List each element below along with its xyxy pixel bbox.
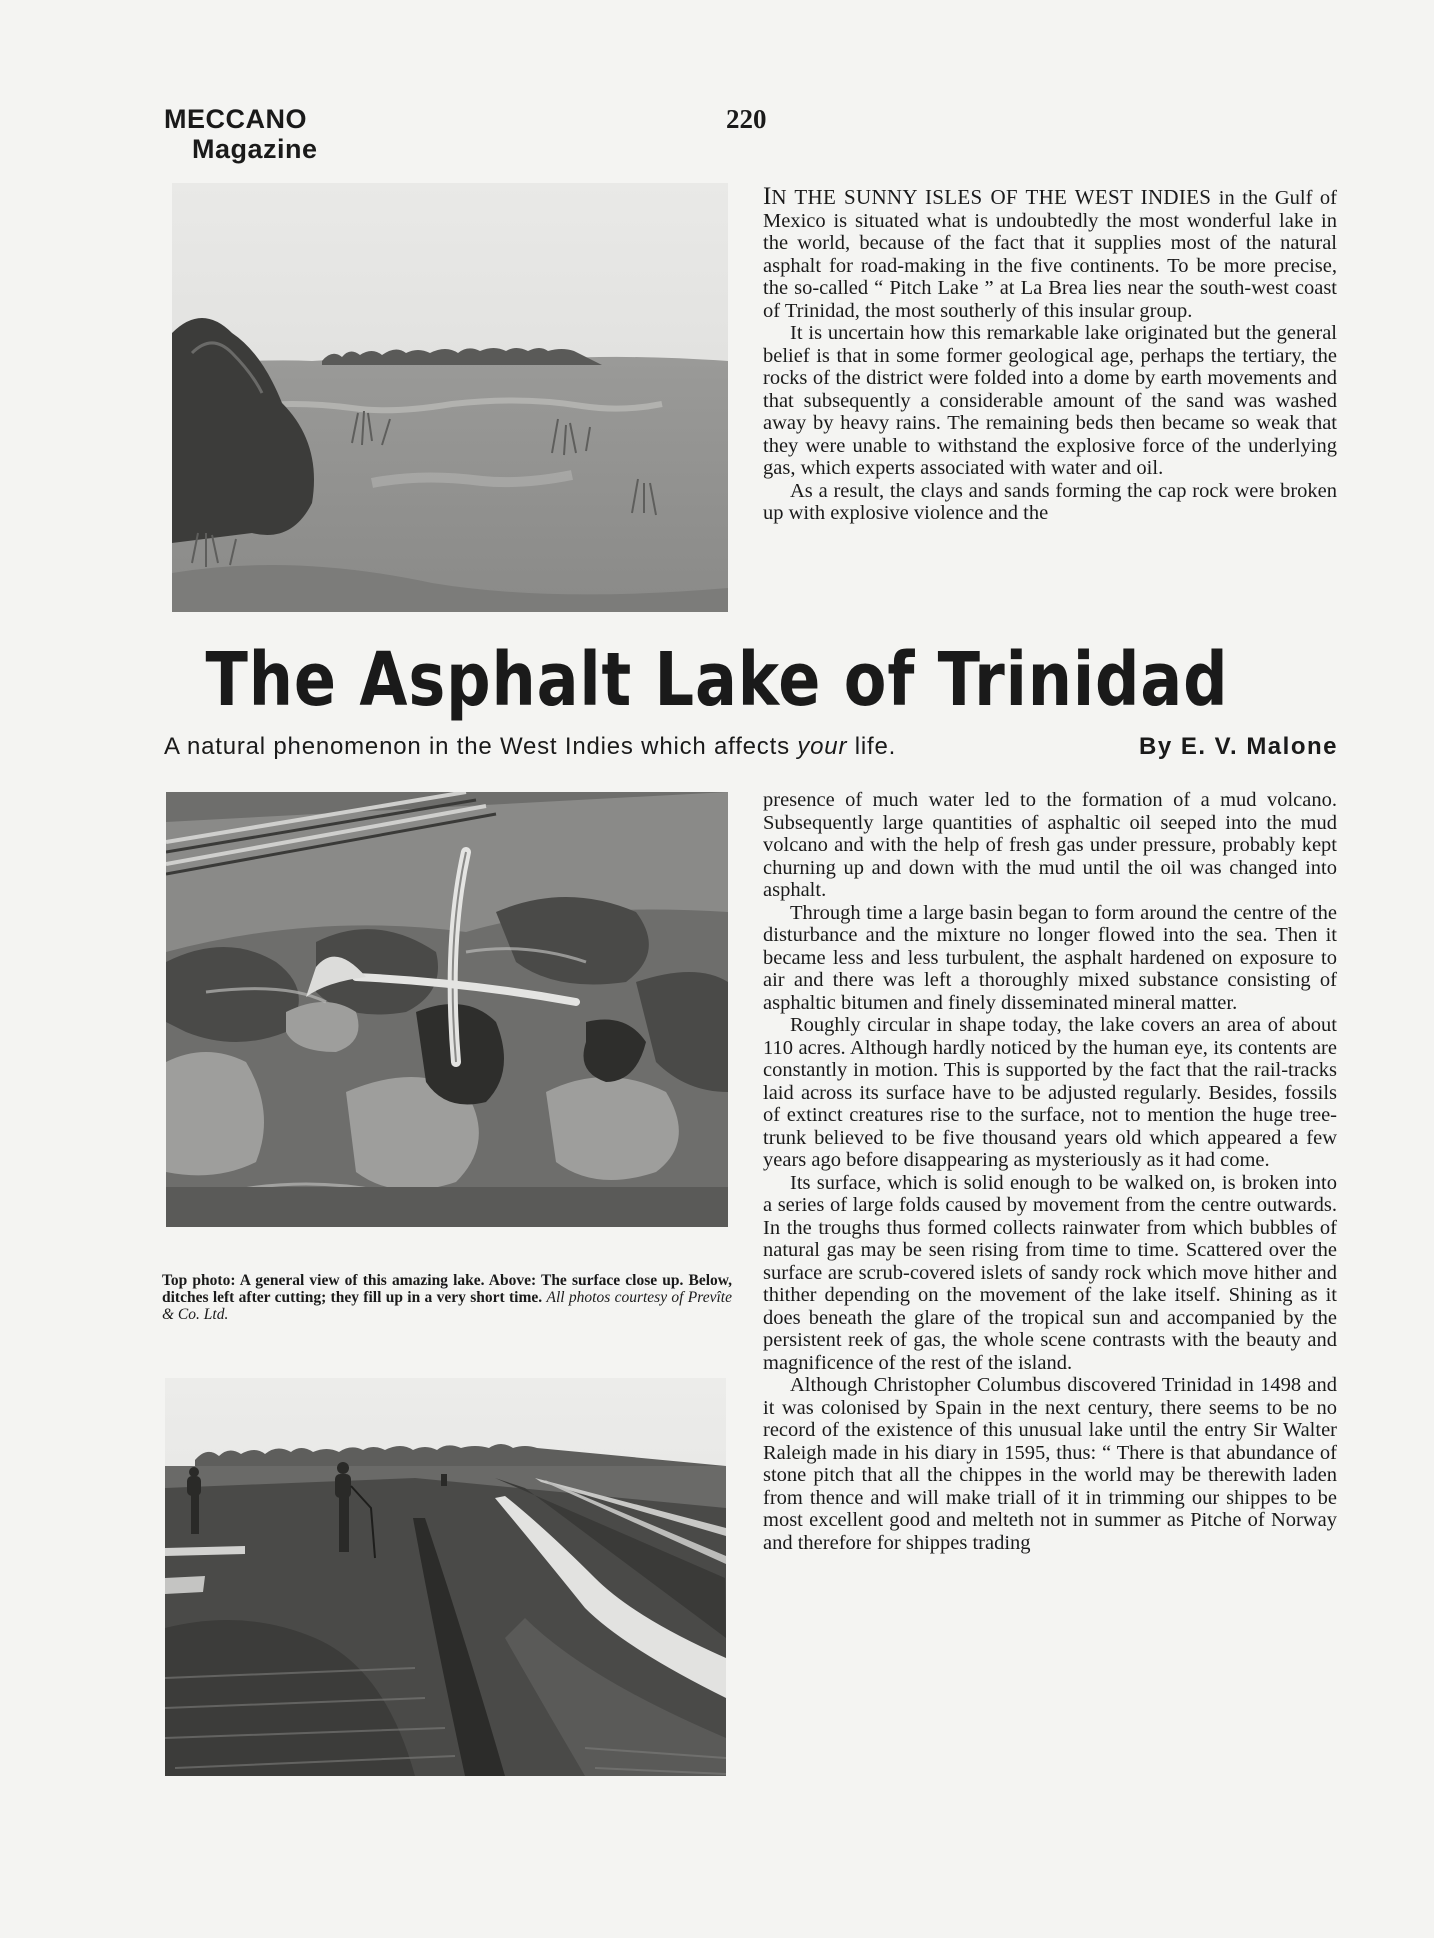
photo-lake-general-view (172, 183, 728, 612)
page-number: 220 (726, 104, 767, 134)
subtitle-post: life. (847, 733, 897, 760)
masthead (164, 104, 318, 164)
article-column-top (763, 183, 1337, 525)
paragraph-3: As a result, the clays and sands forming the cap rock were broken up with explosive violence and the (763, 479, 1337, 524)
article-subtitle (164, 732, 1338, 762)
opening-caps: N THE SUNNY ISLES OF THE WEST INDIES (771, 185, 1212, 209)
intro-paragraph (763, 183, 1337, 322)
masthead-line1: MECCANO (164, 104, 307, 134)
subtitle-emphasis: your (797, 733, 848, 760)
byline: By E. V. Malone (1138, 733, 1338, 760)
subtitle-pre: A natural phenomenon in the West Indies which affects (164, 733, 798, 760)
paragraph-2: It is uncertain how this remarkable lake originated but the general belief is that in some former geological age, perhaps the tertiary, the rocks of the district were folded into a dome by earth movements and that subsequently a considerable amount of the sand was washed away by heavy rains. The remaining beds then became so weak that they were unable to withstand the explosive force of the underlying gas, which experts associated with water and oil. (763, 322, 1337, 479)
article-title: The Asphalt Lake of Trinidad (205, 637, 1229, 723)
photo-surface-close-up (166, 792, 728, 1227)
paragraph-7: Its surface, which is solid enough to be walked on, is broken into a series of large folds caused by movement from the centre outwards. In the troughs thus formed collects rainwater from which bubbles of natural gas may be seen rising from time to time. Scattered over the surface are scrub-covered islets of sandy rock which move hither and thither depending on the movement of the lake itself. Shining as it does beneath the glare of the tropical sun and accompanied by the persistent reek of gas, the whole scene contrasts with the beauty and magnificence of the rest of the island. (763, 1171, 1337, 1374)
drop-cap: I (763, 183, 772, 210)
subtitle-text (164, 732, 896, 762)
photo-ditches (165, 1378, 726, 1776)
paragraph-4: presence of much water led to the formation of a mud volcano. Subsequently large quantities of asphaltic oil seeped into the mud volcano and with the help of fresh gas under pressure, probably kept churning up and down with the mud until the oil was changed into asphalt. (763, 789, 1337, 901)
masthead-line2: Magazine (192, 134, 318, 164)
intro-text: in the Gulf of Mexico is situated what is undoubtedly the most wonderful lake in the world, because of the fact that it supplies most of the natural asphalt for road-making in the five continents. To be more precise, the so-called “ Pitch Lake ” at La Brea lies near the south-west coast of Trinidad, the most southerly of this insular group. (763, 187, 1337, 322)
photo-credit: All photos courtesy of Prevîte & Co. Ltd. (162, 1289, 732, 1323)
photo-caption (162, 1272, 732, 1323)
paragraph-5: Through time a large basin began to form around the centre of the disturbance and the mixture no longer flowed into the sea. Then it became less and less turbulent, the asphalt hardened on exposure to air and there was left a thoroughly mixed substance consisting of asphaltic bitumen and finely disseminated mineral matter. (763, 901, 1337, 1014)
paragraph-6: Roughly circular in shape today, the lake covers an area of about 110 acres. Although hardly noticed by the human eye, its contents are constantly in motion. This is supported by the fact that the rail-tracks laid across its surface have to be adjusted regularly. Besides, fossils of extinct creatures rise to the surface, not to mention the huge tree-trunk believed to be five thousand years old which appeared a few years ago before disappearing as mysteriously as it had come. (763, 1014, 1337, 1171)
caption-text: Top photo: A general view of this amazing lake. Above: The surface close up. Below, ditches left after cutting; they fill up in a very short time. (162, 1272, 732, 1306)
article-column-bottom (763, 789, 1337, 1554)
paragraph-8: Although Christopher Columbus discovered Trinidad in 1498 and it was colonised by Spain in the next century, there seems to be no record of the existence of this unusual lake until the entry Sir Walter Raleigh made in his diary in 1595, thus: “ There is that abundance of stone pitch that all the chippes in the world may be therewith laden from thence and will make triall of it in trimming our shippes to be most excellent good and melteth not in summer as Pitche of Norway and therefore for shippes trading (763, 1374, 1337, 1554)
